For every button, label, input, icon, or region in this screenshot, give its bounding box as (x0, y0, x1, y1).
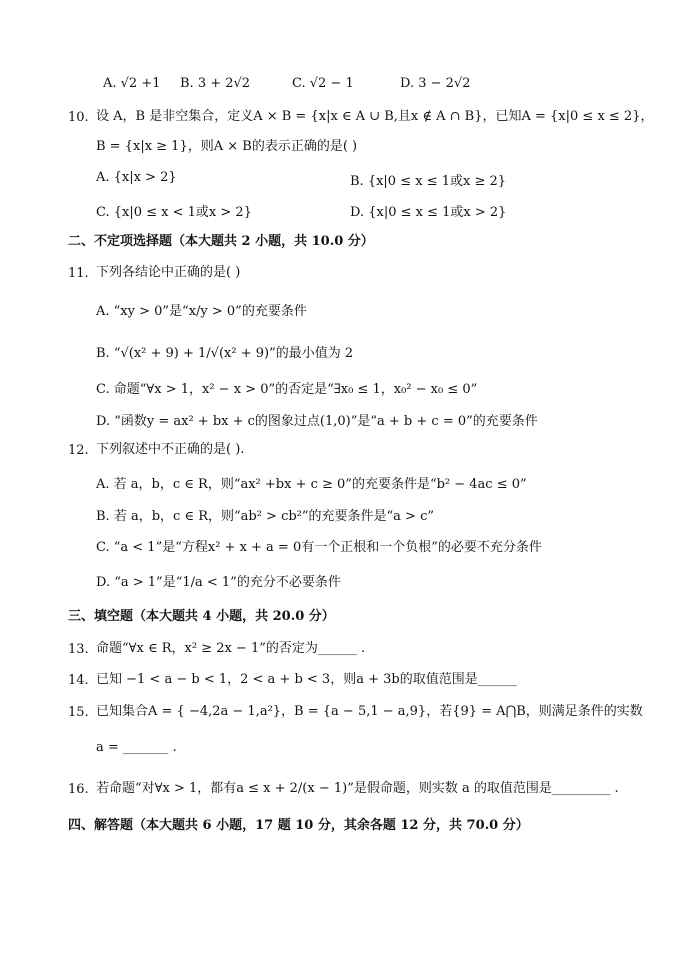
q11-option-a: A. “xy > 0”是“x/y > 0”的充要条件 (96, 304, 307, 319)
q15-stem-line2: a = _______ . (96, 740, 177, 755)
q10-option-b: B. {x|0 ≤ x ≤ 1或x ≥ 2} (350, 174, 507, 189)
q13-stem: 命题“∀x ∈ R，x² ≥ 2x − 1”的否定为______ . (96, 641, 366, 656)
q11-option-b: B. “√(x² + 9) + 1/√(x² + 9)”的最小值为 2 (96, 346, 354, 361)
q16-stem: 若命题“对∀x > 1，都有a ≤ x + 2/(x − 1)”是假命题，则实数 a 的取值范围是_________ . (96, 781, 619, 796)
q12-option-c: C. “a < 1”是“方程x² + x + a = 0有一个正根和一个负根”的必要不充分条件 (96, 540, 542, 555)
q15-stem-line1: 已知集合A = { −4,2a − 1,a²}，B = {a − 5,1 − a,9}，若{9} = A⋂B，则满足条件的实数 (96, 704, 643, 719)
section-2-title: 二、不定项选择题（本大题共 2 小题，共 10.0 分） (68, 234, 374, 249)
q9-option-c: C. √2 − 1 (292, 76, 354, 91)
q9-option-d: D. 3 − 2√2 (400, 76, 471, 91)
q12-number: 12. (68, 443, 89, 458)
q10-option-a: A. {x|x > 2} (96, 170, 177, 185)
q9-option-b: B. 3 + 2√2 (180, 76, 251, 91)
q12-option-b: B. 若 a，b，c ∈ R，则“ab² > cb²”的充要条件是“a > c” (96, 509, 435, 524)
q15-number: 15. (68, 705, 89, 720)
q13-number: 13. (68, 642, 89, 657)
q10-number: 10. (68, 110, 89, 125)
q11-option-d: D. “函数y = ax² + bx + c的图象过点(1,0)”是“a + b + c = 0”的充要条件 (96, 414, 538, 429)
q10-option-d: D. {x|0 ≤ x ≤ 1或x > 2} (350, 205, 507, 220)
section-4-title: 四、解答题（本大题共 6 小题，17 题 10 分，其余各题 12 分，共 70.0 分） (68, 818, 529, 833)
q12-option-a: A. 若 a，b，c ∈ R，则“ax² +bx + c ≥ 0”的充要条件是“b² − 4ac ≤ 0” (96, 477, 527, 492)
q16-number: 16. (68, 782, 89, 797)
q14-number: 14. (68, 673, 89, 688)
section-3-title: 三、填空题（本大题共 4 小题，共 20.0 分） (68, 609, 335, 624)
q9-option-a: A. √2 +1 (103, 76, 161, 91)
q14-stem: 已知 −1 < a − b < 1，2 < a + b < 3，则a + 3b的取值范围是______ (96, 672, 517, 687)
q12-stem: 下列叙述中不正确的是( ). (96, 442, 245, 457)
q12-option-d: D. “a > 1”是“1/a < 1”的充分不必要条件 (96, 575, 341, 590)
q10-option-c: C. {x|0 ≤ x < 1或x > 2} (96, 205, 252, 220)
q10-stem-line1: 设 A，B 是非空集合，定义A × B = {x|x ∈ A ∪ B,且x ∉ A ∩ B}，已知A = {x|0 ≤ x ≤ 2}， (96, 109, 654, 124)
q11-stem: 下列各结论中正确的是( ) (96, 265, 241, 280)
q11-number: 11. (68, 266, 89, 281)
q11-option-c: C. 命题“∀x > 1，x² − x > 0”的否定是“∃x₀ ≤ 1，x₀² − x₀ ≤ 0” (96, 382, 478, 397)
q10-stem-line2: B = {x|x ≥ 1}，则A × B的表示正确的是( ) (96, 139, 358, 154)
